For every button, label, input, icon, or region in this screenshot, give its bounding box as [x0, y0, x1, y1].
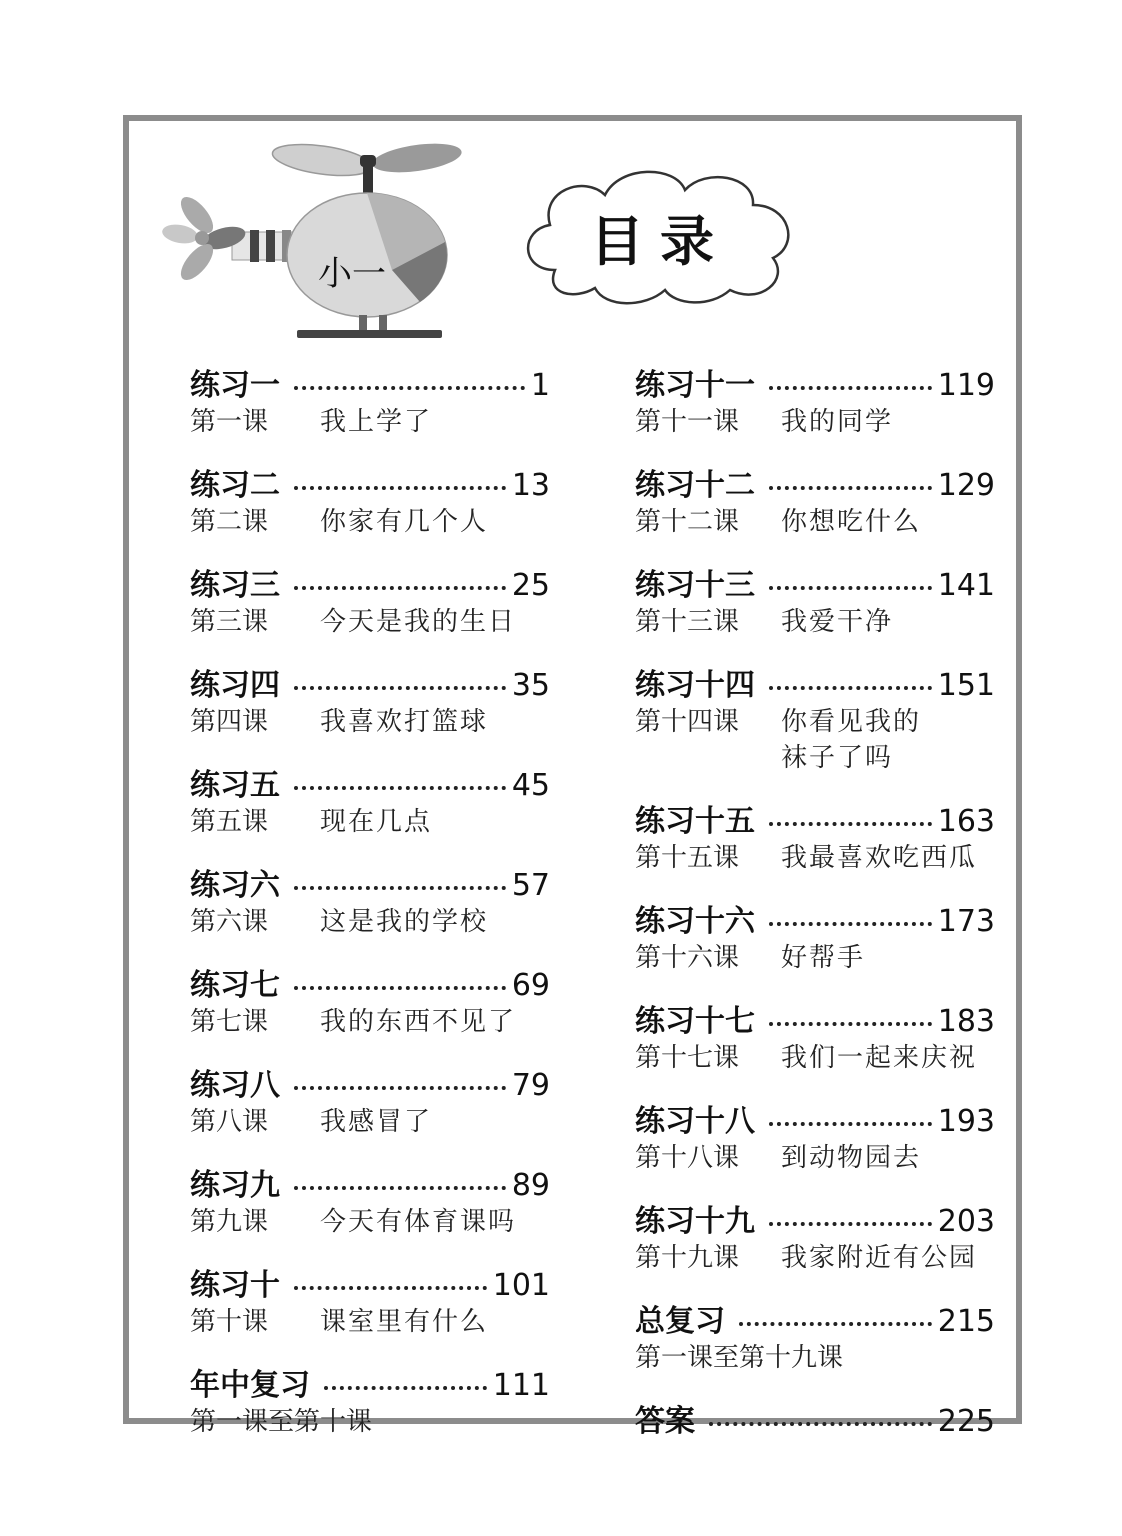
- exercise-title: 练习九: [190, 1168, 280, 1203]
- toc-entry: [635, 1396, 995, 1440]
- exercise-title: 答案: [635, 1404, 695, 1439]
- dot-leader: [294, 1086, 506, 1090]
- dot-leader: [324, 1386, 487, 1390]
- lesson-row: [190, 1204, 550, 1240]
- lesson-number: 第七课: [190, 1007, 269, 1037]
- toc-entry: [635, 796, 995, 876]
- dot-leader: [769, 1022, 932, 1026]
- toc-entry: [190, 460, 550, 540]
- toc-title-row: [635, 1196, 995, 1240]
- dot-leader: [769, 686, 932, 690]
- page-number: 69: [511, 968, 550, 1003]
- page-number: 173: [937, 904, 995, 939]
- lesson-topic: 今天有体育课吗: [320, 1207, 517, 1237]
- lesson-number: 第一课至第十课: [190, 1407, 373, 1437]
- lesson-topic: 我最喜欢吃西瓜: [781, 843, 978, 873]
- lesson-spacer: [635, 740, 781, 776]
- toc-entry: [190, 1260, 550, 1340]
- lesson-number: 第十三课: [635, 607, 740, 637]
- exercise-title: 练习八: [190, 1068, 280, 1103]
- lesson-row: [190, 904, 550, 940]
- lesson-row: [635, 940, 995, 976]
- toc-entry: [635, 1296, 995, 1376]
- lesson-topic: 你家有几个人: [320, 507, 489, 537]
- dot-leader: [294, 686, 506, 690]
- toc-title-row: [635, 1296, 995, 1340]
- page-number: 225: [937, 1404, 995, 1439]
- grade-badge: 小一: [318, 254, 386, 294]
- lesson-row: [635, 604, 995, 640]
- toc-column-right: [635, 360, 995, 1460]
- toc-entry: [190, 1160, 550, 1240]
- page-number: 45: [511, 768, 550, 803]
- dot-leader: [769, 586, 932, 590]
- exercise-title: 练习十: [190, 1268, 280, 1303]
- toc-title-row: [635, 996, 995, 1040]
- dot-leader: [769, 1122, 932, 1126]
- toc-entry: [190, 960, 550, 1040]
- lesson-number: 第十四课: [635, 707, 740, 737]
- toc-title-row: [190, 960, 550, 1004]
- lesson-row: [190, 604, 550, 640]
- lesson-topic: 袜子了吗: [781, 743, 894, 773]
- page-number: 1: [530, 368, 550, 403]
- dot-leader: [294, 986, 506, 990]
- lesson-number: 第十五课: [635, 843, 740, 873]
- page-title: 目录: [590, 210, 730, 273]
- toc-title-row: [190, 460, 550, 504]
- toc-entry: [190, 860, 550, 940]
- lesson-number: 第十六课: [635, 943, 740, 973]
- lesson-number: 第十课: [190, 1307, 269, 1337]
- lesson-row: [635, 1040, 995, 1076]
- page-number: 35: [511, 668, 550, 703]
- lesson-row: [635, 1340, 995, 1376]
- toc-title-row: [635, 1396, 995, 1440]
- exercise-title: 练习一: [190, 368, 280, 403]
- toc-entry: [190, 1060, 550, 1140]
- toc-title-row: [190, 1160, 550, 1204]
- toc-entry: [635, 660, 995, 776]
- page-number: 57: [511, 868, 550, 903]
- lesson-topic: 你看见我的: [781, 707, 922, 737]
- lesson-number: 第二课: [190, 507, 269, 537]
- lesson-row: [190, 1004, 550, 1040]
- exercise-title: 总复习: [635, 1304, 725, 1339]
- dot-leader: [294, 1286, 487, 1290]
- dot-leader: [294, 886, 506, 890]
- toc-title-row: [635, 460, 995, 504]
- toc-title-row: [635, 560, 995, 604]
- page-number: 89: [511, 1168, 550, 1203]
- page-number: 163: [937, 804, 995, 839]
- lesson-number: 第十七课: [635, 1043, 740, 1073]
- toc-title-row: [635, 360, 995, 404]
- heading-cloud: [515, 160, 805, 310]
- page-number: 151: [937, 668, 995, 703]
- lesson-topic: 我喜欢打篮球: [320, 707, 489, 737]
- exercise-title: 练习十七: [635, 1004, 755, 1039]
- page-number: 79: [511, 1068, 550, 1103]
- dot-leader: [769, 1222, 932, 1226]
- lesson-topic: 我的东西不见了: [320, 1007, 517, 1037]
- lesson-row: [635, 1140, 995, 1176]
- exercise-title: 年中复习: [190, 1368, 310, 1403]
- dot-leader: [294, 486, 506, 490]
- lesson-topic: 我们一起来庆祝: [781, 1043, 978, 1073]
- exercise-title: 练习六: [190, 868, 280, 903]
- lesson-number: 第一课至第十九课: [635, 1343, 844, 1373]
- exercise-title: 练习三: [190, 568, 280, 603]
- page-number: 111: [492, 1368, 550, 1403]
- lesson-row: [635, 704, 995, 740]
- lesson-number: 第十九课: [635, 1243, 740, 1273]
- page-number: 203: [937, 1204, 995, 1239]
- dot-leader: [294, 1186, 506, 1190]
- exercise-title: 练习五: [190, 768, 280, 803]
- exercise-title: 练习十九: [635, 1204, 755, 1239]
- dot-leader: [294, 786, 506, 790]
- page-number: 119: [937, 368, 995, 403]
- toc-title-row: [190, 760, 550, 804]
- lesson-number: 第十二课: [635, 507, 740, 537]
- dot-leader: [769, 922, 932, 926]
- exercise-title: 练习十四: [635, 668, 755, 703]
- exercise-title: 练习十一: [635, 368, 755, 403]
- toc-title-row: [635, 796, 995, 840]
- lesson-row: [190, 804, 550, 840]
- lesson-topic: 课室里有什么: [320, 1307, 489, 1337]
- toc-entry: [190, 760, 550, 840]
- lesson-number: 第五课: [190, 807, 269, 837]
- dot-leader: [294, 586, 506, 590]
- exercise-title: 练习二: [190, 468, 280, 503]
- lesson-row: [635, 504, 995, 540]
- lesson-number: 第三课: [190, 607, 269, 637]
- lesson-topic: 到动物园去: [781, 1143, 922, 1173]
- lesson-row: [190, 704, 550, 740]
- page-number: 13: [511, 468, 550, 503]
- toc-entry: [635, 460, 995, 540]
- toc-entry: [190, 660, 550, 740]
- lesson-number: 第一课: [190, 407, 269, 437]
- toc-entry: [190, 360, 550, 440]
- page-number: 25: [511, 568, 550, 603]
- toc-title-row: [635, 660, 995, 704]
- page-number: 101: [492, 1268, 550, 1303]
- toc-title-row: [635, 1096, 995, 1140]
- toc-title-row: [190, 1260, 550, 1304]
- dot-leader: [769, 822, 932, 826]
- lesson-number: 第十一课: [635, 407, 740, 437]
- helicopter-illustration: [162, 130, 462, 345]
- helicopter-icon: [162, 139, 462, 338]
- lesson-number: 第六课: [190, 907, 269, 937]
- page-number: 215: [937, 1304, 995, 1339]
- lesson-row: [190, 1404, 550, 1440]
- page-number: 141: [937, 568, 995, 603]
- dot-leader: [294, 386, 525, 390]
- toc-entry: [635, 996, 995, 1076]
- lesson-number: 第九课: [190, 1207, 269, 1237]
- toc-title-row: [190, 1360, 550, 1404]
- page-number: 129: [937, 468, 995, 503]
- toc-title-row: [190, 560, 550, 604]
- lesson-row: [635, 1240, 995, 1276]
- toc-title-row: [190, 860, 550, 904]
- lesson-topic: 你想吃什么: [781, 507, 922, 537]
- lesson-topic: 这是我的学校: [320, 907, 489, 937]
- lesson-topic: 现在几点: [320, 807, 433, 837]
- page-number: 183: [937, 1004, 995, 1039]
- lesson-topic: 好帮手: [781, 943, 866, 973]
- toc-title-row: [190, 660, 550, 704]
- toc-title-row: [190, 1060, 550, 1104]
- exercise-title: 练习十八: [635, 1104, 755, 1139]
- toc-title-row: [635, 896, 995, 940]
- lesson-row: [190, 1304, 550, 1340]
- exercise-title: 练习十六: [635, 904, 755, 939]
- dot-leader: [739, 1322, 932, 1326]
- exercise-title: 练习十二: [635, 468, 755, 503]
- exercise-title: 练习四: [190, 668, 280, 703]
- lesson-topic: 我家附近有公园: [781, 1243, 978, 1273]
- lesson-row: [635, 840, 995, 876]
- lesson-number: 第四课: [190, 707, 269, 737]
- exercise-title: 练习十五: [635, 804, 755, 839]
- dot-leader: [709, 1422, 932, 1426]
- dot-leader: [769, 486, 932, 490]
- page-number: 193: [937, 1104, 995, 1139]
- lesson-number: 第十八课: [635, 1143, 740, 1173]
- lesson-topic: 今天是我的生日: [320, 607, 517, 637]
- toc-entry: [190, 560, 550, 640]
- lesson-number: 第八课: [190, 1107, 269, 1137]
- toc-entry: [635, 360, 995, 440]
- lesson-topic: 我的同学: [781, 407, 894, 437]
- lesson-topic: 我上学了: [320, 407, 433, 437]
- lesson-row: [190, 404, 550, 440]
- toc-entry: [635, 1096, 995, 1176]
- exercise-title: 练习七: [190, 968, 280, 1003]
- toc-entry: [190, 1360, 550, 1440]
- toc-entry: [635, 896, 995, 976]
- lesson-row: [635, 404, 995, 440]
- toc-title-row: [190, 360, 550, 404]
- dot-leader: [769, 386, 932, 390]
- lesson-row-continued: [635, 740, 995, 776]
- toc-entry: [635, 560, 995, 640]
- lesson-topic: 我爱干净: [781, 607, 894, 637]
- lesson-topic: 我感冒了: [320, 1107, 433, 1137]
- toc-entry: [635, 1196, 995, 1276]
- toc-column-left: [190, 360, 550, 1460]
- lesson-row: [190, 504, 550, 540]
- exercise-title: 练习十三: [635, 568, 755, 603]
- lesson-row: [190, 1104, 550, 1140]
